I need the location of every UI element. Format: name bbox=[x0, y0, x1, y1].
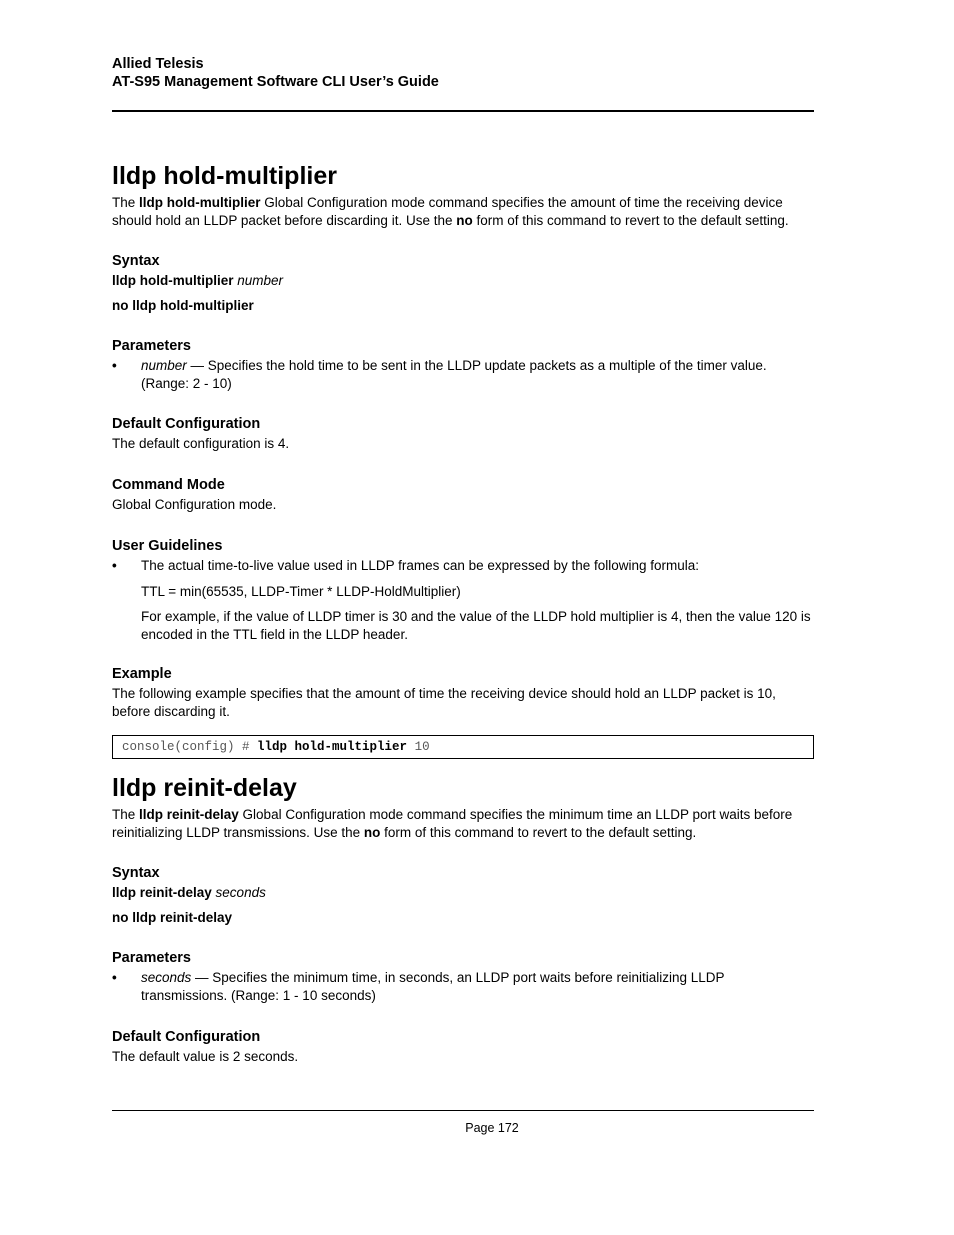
cmd1-title: lldp hold-multiplier bbox=[112, 162, 337, 190]
cmd1-syntax bbox=[112, 252, 814, 314]
code-prompt: console(config) # bbox=[122, 740, 258, 754]
page-number: Page 172 bbox=[465, 1121, 519, 1135]
running-header bbox=[112, 55, 814, 91]
code-argument: 10 bbox=[407, 740, 430, 754]
cmd2-syntax-line: lldp reinit-delay seconds bbox=[112, 885, 266, 900]
cmd2-param-name: seconds bbox=[141, 970, 192, 985]
cmd1-example-heading: Example bbox=[112, 666, 172, 682]
code-command: lldp hold-multiplier bbox=[257, 740, 408, 754]
cmd1-syntax-line: lldp hold-multiplier number bbox=[112, 273, 284, 288]
cmd2-syntax-no-line: no lldp reinit-delay bbox=[112, 910, 233, 925]
cmd1-syntax-heading: Syntax bbox=[112, 253, 160, 269]
cmd1-param-name: number bbox=[141, 358, 187, 373]
cmd1-guideline-example: For example, if the value of LLDP timer is 30 and the value of the LLDP hold multiplier is 4, then the value 120 is encoded in the TTL field in the LLDP header. bbox=[141, 609, 811, 642]
cmd1-code-example bbox=[112, 735, 814, 759]
cmd2-default-heading: Default Configuration bbox=[112, 1029, 261, 1045]
cmd1-parameters bbox=[112, 337, 814, 392]
cmd2-syntax-heading: Syntax bbox=[112, 865, 160, 881]
cmd1-guidelines bbox=[112, 537, 814, 643]
cmd1-guidelines-heading: User Guidelines bbox=[112, 538, 223, 554]
cmd1-mode bbox=[112, 476, 814, 514]
cmd1-guideline-item: • The actual time-to-live value used in LLDP frames can be expressed by the following formula: bbox=[112, 558, 700, 573]
cmd1-desc-no: no bbox=[456, 212, 473, 228]
cmd1-default-heading: Default Configuration bbox=[112, 416, 261, 432]
cmd2-default bbox=[112, 1028, 814, 1066]
cmd2-title-block bbox=[112, 773, 814, 803]
cmd1-desc-command: lldp hold-multiplier bbox=[139, 195, 261, 210]
header-company: Allied Telesis bbox=[112, 56, 204, 72]
cmd2-default-text: The default value is 2 seconds. bbox=[112, 1049, 299, 1064]
cmd1-default-text: The default configuration is 4. bbox=[112, 436, 290, 451]
cmd2-desc-no: no bbox=[363, 824, 381, 840]
cmd1-description: The lldp hold-multiplier Global Configuration mode command specifies the amount of time the receiving device should hold an LLDP packet before discarding it. Use the no form of this command to revert to the default setting. bbox=[112, 195, 789, 228]
bullet: • bbox=[112, 970, 117, 985]
cmd1-params-heading: Parameters bbox=[112, 338, 191, 354]
cmd2-syntax bbox=[112, 864, 814, 926]
header-guide-title: AT-S95 Management Software CLI User’s Guide bbox=[112, 74, 439, 90]
cmd2-param-item: • seconds — Specifies the minimum time, in seconds, an LLDP port waits before reinitializing LLDP transmissions. (Range: 1 - 10 seconds) bbox=[112, 970, 725, 1003]
cmd2-parameters bbox=[112, 949, 814, 1004]
cmd1-example bbox=[112, 665, 814, 720]
bullet: • bbox=[112, 358, 117, 373]
cmd1-mode-heading: Command Mode bbox=[112, 477, 225, 493]
cmd2-desc-command: lldp reinit-delay bbox=[139, 807, 239, 822]
header-rule bbox=[112, 110, 814, 112]
cmd2-title: lldp reinit-delay bbox=[112, 774, 297, 802]
footer-rule bbox=[112, 1110, 814, 1111]
cmd2-description: The lldp reinit-delay Global Configuration mode command specifies the minimum time an LLDP port waits before reinitializing LLDP transmissions. Use the no form of this command to revert to the default setting. bbox=[112, 807, 793, 840]
cmd1-guideline-formula: TTL = min(65535, LLDP-Timer * LLDP-HoldMultiplier) bbox=[141, 583, 461, 599]
cmd1-example-text: The following example specifies that the amount of time the receiving device should hold an LLDP packet is 10, before discarding it. bbox=[112, 686, 776, 719]
cmd2-params-heading: Parameters bbox=[112, 950, 191, 966]
cmd1-syntax-no-line: no lldp hold-multiplier bbox=[112, 298, 254, 313]
cmd1-title-block bbox=[112, 161, 814, 191]
cmd1-mode-text: Global Configuration mode. bbox=[112, 497, 277, 512]
cmd1-param-item: • number — Specifies the hold time to be sent in the LLDP update packets as a multiple of the timer value. (Range: 2 - 10) bbox=[112, 358, 767, 391]
bullet: • bbox=[112, 558, 117, 573]
cmd1-default bbox=[112, 415, 814, 453]
